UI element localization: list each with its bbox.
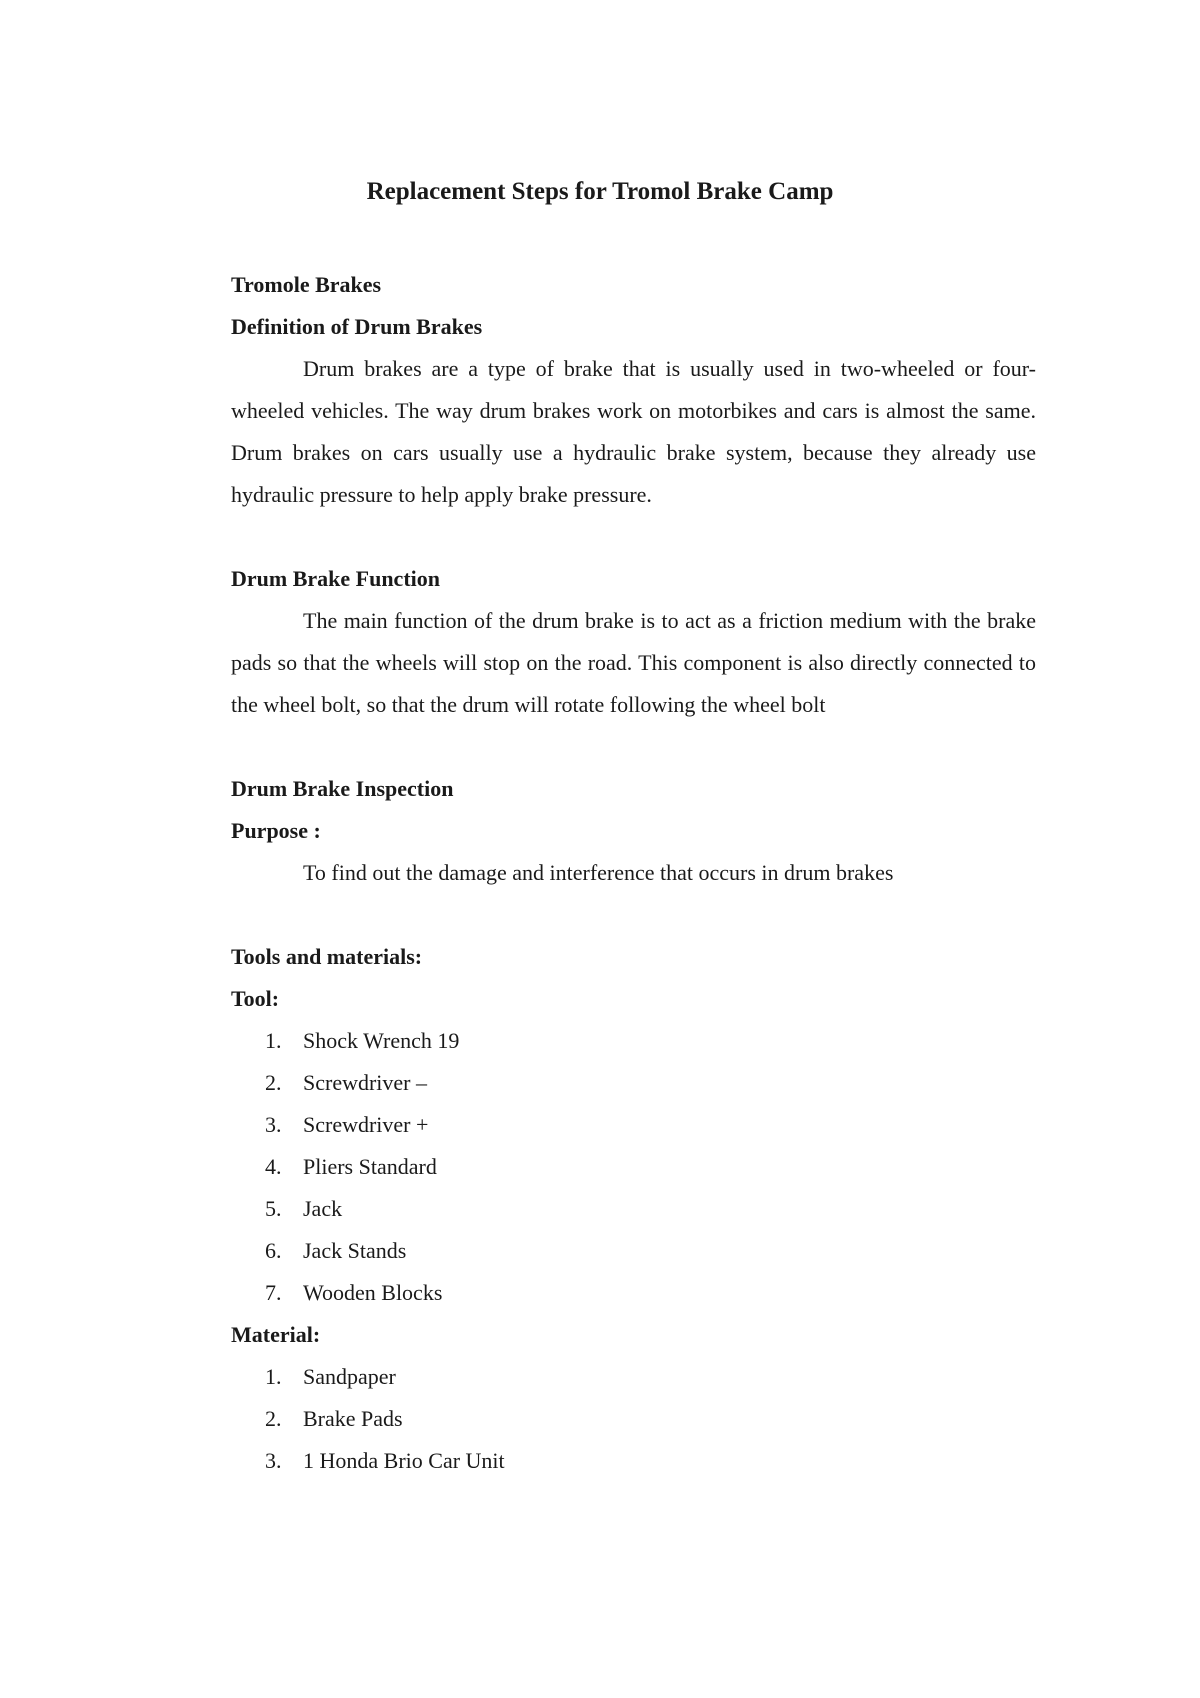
list-item — [231, 1398, 1036, 1440]
list-item — [231, 1440, 1036, 1482]
tool-list — [231, 1020, 1036, 1314]
list-text: Shock Wrench 19 — [303, 1028, 460, 1053]
list-item — [231, 1104, 1036, 1146]
list-text: Screwdriver – — [303, 1070, 428, 1095]
function-paragraph: The main function of the drum brake is to act as a friction medium with the brake pads so that the wheels will stop on the road. This component is also directly connected to the wheel bolt, so that the drum will rotate following the wheel bolt — [231, 608, 1036, 717]
list-number: 6. — [265, 1238, 282, 1263]
list-item — [231, 1356, 1036, 1398]
list-number: 2. — [265, 1070, 282, 1095]
document-body — [231, 264, 1036, 1482]
list-text: 1 Honda Brio Car Unit — [303, 1448, 505, 1473]
list-number: 3. — [265, 1448, 282, 1473]
list-item — [231, 1146, 1036, 1188]
section-heading: Tromole Brakes — [231, 272, 382, 297]
list-text: Screwdriver + — [303, 1112, 429, 1137]
list-item — [231, 1188, 1036, 1230]
list-number: 3. — [265, 1112, 282, 1137]
document-title: Replacement Steps for Tromol Brake Camp — [366, 178, 834, 205]
list-number: 2. — [265, 1406, 282, 1431]
list-text: Brake Pads — [303, 1406, 403, 1431]
list-number: 1. — [265, 1028, 282, 1053]
list-number: 4. — [265, 1154, 282, 1179]
spacer — [231, 726, 1036, 768]
definition-heading: Definition of Drum Brakes — [231, 314, 483, 339]
spacer — [231, 894, 1036, 936]
list-number: 1. — [265, 1364, 282, 1389]
function-heading: Drum Brake Function — [231, 566, 440, 591]
list-item — [231, 1020, 1036, 1062]
list-item — [231, 1230, 1036, 1272]
list-item — [231, 1272, 1036, 1314]
list-text: Jack Stands — [303, 1238, 407, 1263]
spacer — [231, 516, 1036, 558]
inspection-heading: Drum Brake Inspection — [231, 776, 454, 801]
list-text: Pliers Standard — [303, 1154, 437, 1179]
purpose-label: Purpose : — [231, 818, 321, 843]
purpose-text: To find out the damage and interference that occurs in drum brakes — [303, 860, 894, 885]
list-text: Jack — [303, 1196, 343, 1221]
tool-label: Tool: — [231, 986, 280, 1011]
list-text: Sandpaper — [303, 1364, 396, 1389]
list-number: 5. — [265, 1196, 282, 1221]
list-text: Wooden Blocks — [303, 1280, 443, 1305]
list-item — [231, 1062, 1036, 1104]
definition-paragraph: Drum brakes are a type of brake that is usually used in two-wheeled or four-wheeled vehicles. The way drum brakes work on motorbikes and cars is almost the same. Drum brakes on cars usually use a hydraulic brake system, because they already use hydraulic pressure to help apply brake pressure. — [231, 356, 1036, 507]
material-list — [231, 1356, 1036, 1482]
tools-materials-heading: Tools and materials: — [231, 944, 423, 969]
list-number: 7. — [265, 1280, 282, 1305]
material-label: Material: — [231, 1322, 321, 1347]
